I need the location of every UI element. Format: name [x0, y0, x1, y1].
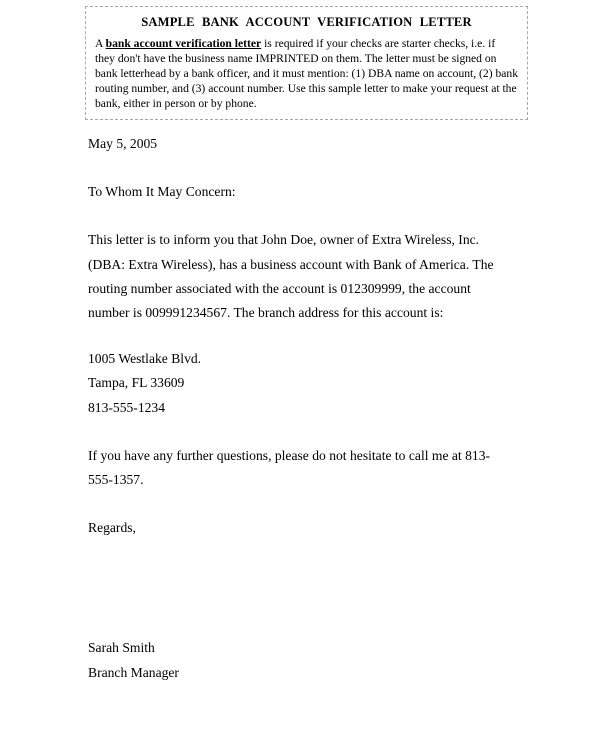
spacer-after-closing-paragraph	[88, 492, 512, 516]
spacer-after-address	[88, 420, 512, 444]
signer-name: Sarah Smith	[88, 640, 155, 656]
letter-valediction: Regards,	[88, 520, 136, 536]
signer-title: Branch Manager	[88, 664, 179, 680]
spacer-after-date	[88, 156, 512, 180]
letter-body	[88, 132, 512, 685]
spacer-after-salutation	[88, 204, 512, 228]
callout-title: SAMPLE BANK ACCOUNT VERIFICATION LETTER	[141, 15, 472, 29]
letter-closing-paragraph: If you have any further questions, please do not hesitate to call me at 813-555-1357.	[88, 447, 491, 488]
callout-emphasis-phrase: bank account verification letter	[105, 37, 262, 50]
letter-salutation: To Whom It May Concern:	[88, 184, 236, 200]
branch-address-city-state-zip: Tampa, FL 33609	[88, 375, 185, 391]
callout-body	[95, 36, 518, 111]
branch-address-street: 1005 Westlake Blvd.	[88, 351, 202, 367]
spacer-after-main-paragraph	[88, 325, 512, 347]
callout-lead-text: A	[95, 37, 106, 50]
callout-remaining-text: is required if your checks are starter checks, i.e. if they don't have the business name IMPRINTED on them. The letter must be signed on bank letterhead by a bank officer, and it must mention: (1) DBA name on account, (2) bank routing number, and (3) account number. Use this sample letter to make your request at the bank, either in person or by phone.	[95, 37, 519, 111]
signature-space	[88, 540, 512, 636]
letter-date: May 5, 2005	[88, 136, 158, 151]
branch-address-phone: 813-555-1234	[88, 399, 166, 415]
letter-main-paragraph: This letter is to inform you that John Doe, owner of Extra Wireless, Inc. (DBA: Extra Wireless), has a business account with Bank of America. The routing number associated with the account is 012309999, the account number is 009991234567. The branch address for this account is:	[88, 232, 494, 321]
instruction-callout-box	[85, 6, 528, 120]
